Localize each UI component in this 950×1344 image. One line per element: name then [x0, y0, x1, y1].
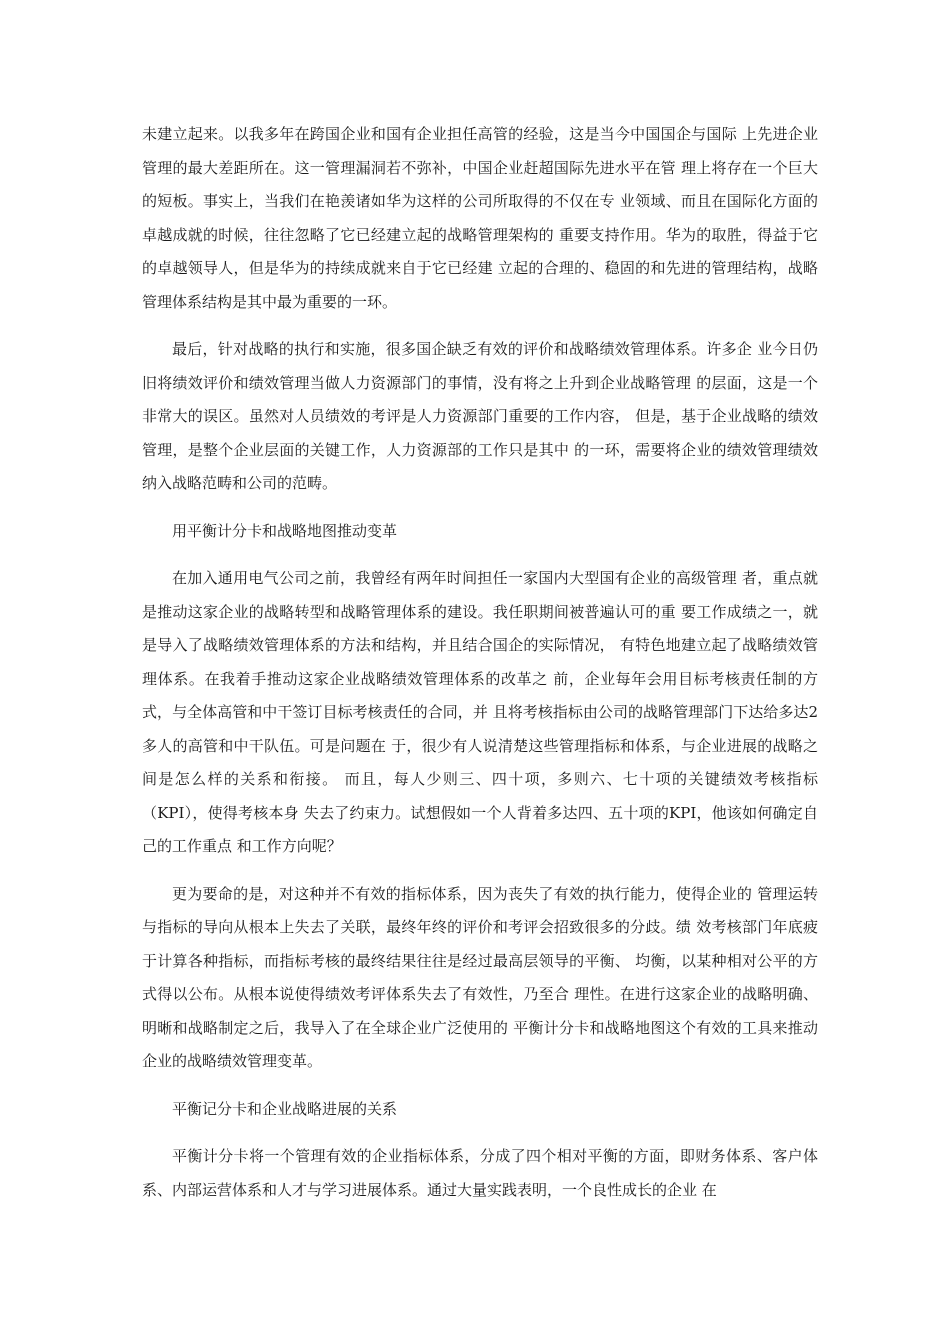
section-heading-1: 用平衡计分卡和战略地图推动变革: [172, 521, 398, 540]
section-heading-2: 平衡记分卡和企业战略进展的关系: [172, 1099, 398, 1118]
document-page: [142, 118, 818, 1221]
paragraph-2: 最后，针对战略的执行和实施，很多国企缺乏有效的评价和战略绩效管理体系。许多企 业今日仍旧将绩效评价和绩效管理当做人力资源部门的事情，没有将之上升到企业战略管理 的层面，这是一个非常大的误区。虽然对人员绩效的考评是人力资源部门重要的工作内容， 但是，基于企业战略的绩效管理，是整个企业层面的关键工作，人力资源部的工作只是其中 的一环，需要将企业的绩效管理绩效纳入战略范畴和公司的范畴。: [142, 340, 818, 492]
paragraph-3: 在加入通用电气公司之前，我曾经有两年时间担任一家国内大型国有企业的高级管理 者，重点就是推动这家企业的战略转型和战略管理体系的建设。我任职期间被普遍认可的重 要工作成绩之一，就是导入了战略绩效管理体系的方法和结构，并且结合国企的实际情况， 有特色地建立起了战略绩效管理体系。在我着手推动这家企业战略绩效管理体系的改革之 前，企业每年会用目标考核责任制的方式，与全体高管和中干签订目标考核责任的合同，并 且将考核指标由公司的战略管理部门下达给多达2多人的高管和中干队伍。可是问题在 于，很少有人说清楚这些管理指标和体系，与企业进展的战略之间是怎么样的关系和衔接。 而且，每人少则三、四十项，多则六、七十项的关键绩效考核指标（KPI），使得考核本身 失去了约束力。试想假如一个人背着多达四、五十项的KPI，他该如何确定自己的工作重点 和工作方向呢？: [142, 569, 818, 855]
paragraph-5: 平衡计分卡将一个管理有效的企业指标体系，分成了四个相对平衡的方面，即财务体系、客户体系、内部运营体系和人才与学习进展体系。通过大量实践表明，一个良性成长的企业 在: [142, 1147, 818, 1199]
paragraph-4: 更为要命的是，对这种并不有效的指标体系，因为丧失了有效的执行能力，使得企业的 管理运转与指标的导向从根本上失去了关联，最终年终的评价和考评会招致很多的分歧。绩 效考核部门年底疲于计算各种指标，而指标考核的最终结果往往是经过最高层领导的平衡、 均衡，以某种相对公平的方式得以公布。从根本说使得绩效考评体系失去了有效性，乃至合 理性。在进行这家企业的战略明确、明晰和战略制定之后，我导入了在全球企业广泛使用的 平衡计分卡和战略地图这个有效的工具来推动企业的战略绩效管理变革。: [142, 884, 818, 1070]
paragraph-1: 未建立起来。以我多年在跨国企业和国有企业担任高管的经验，这是当今中国国企与国际 上先进企业管理的最大差距所在。这一管理漏洞若不弥补，中国企业赶超国际先进水平在管 理上将存在一个巨大的短板。事实上，当我们在艳羡诸如华为这样的公司所取得的不仅在专 业领域、而且在国际化方面的卓越成就的时候，往往忽略了它已经建立起的战略管理架构的 重要支持作用。华为的取胜，得益于它的卓越领导人，但是华为的持续成就来自于它已经建 立起的合理的、稳固的和先进的管理结构，战略管理体系结构是其中最为重要的一环。: [142, 125, 818, 311]
